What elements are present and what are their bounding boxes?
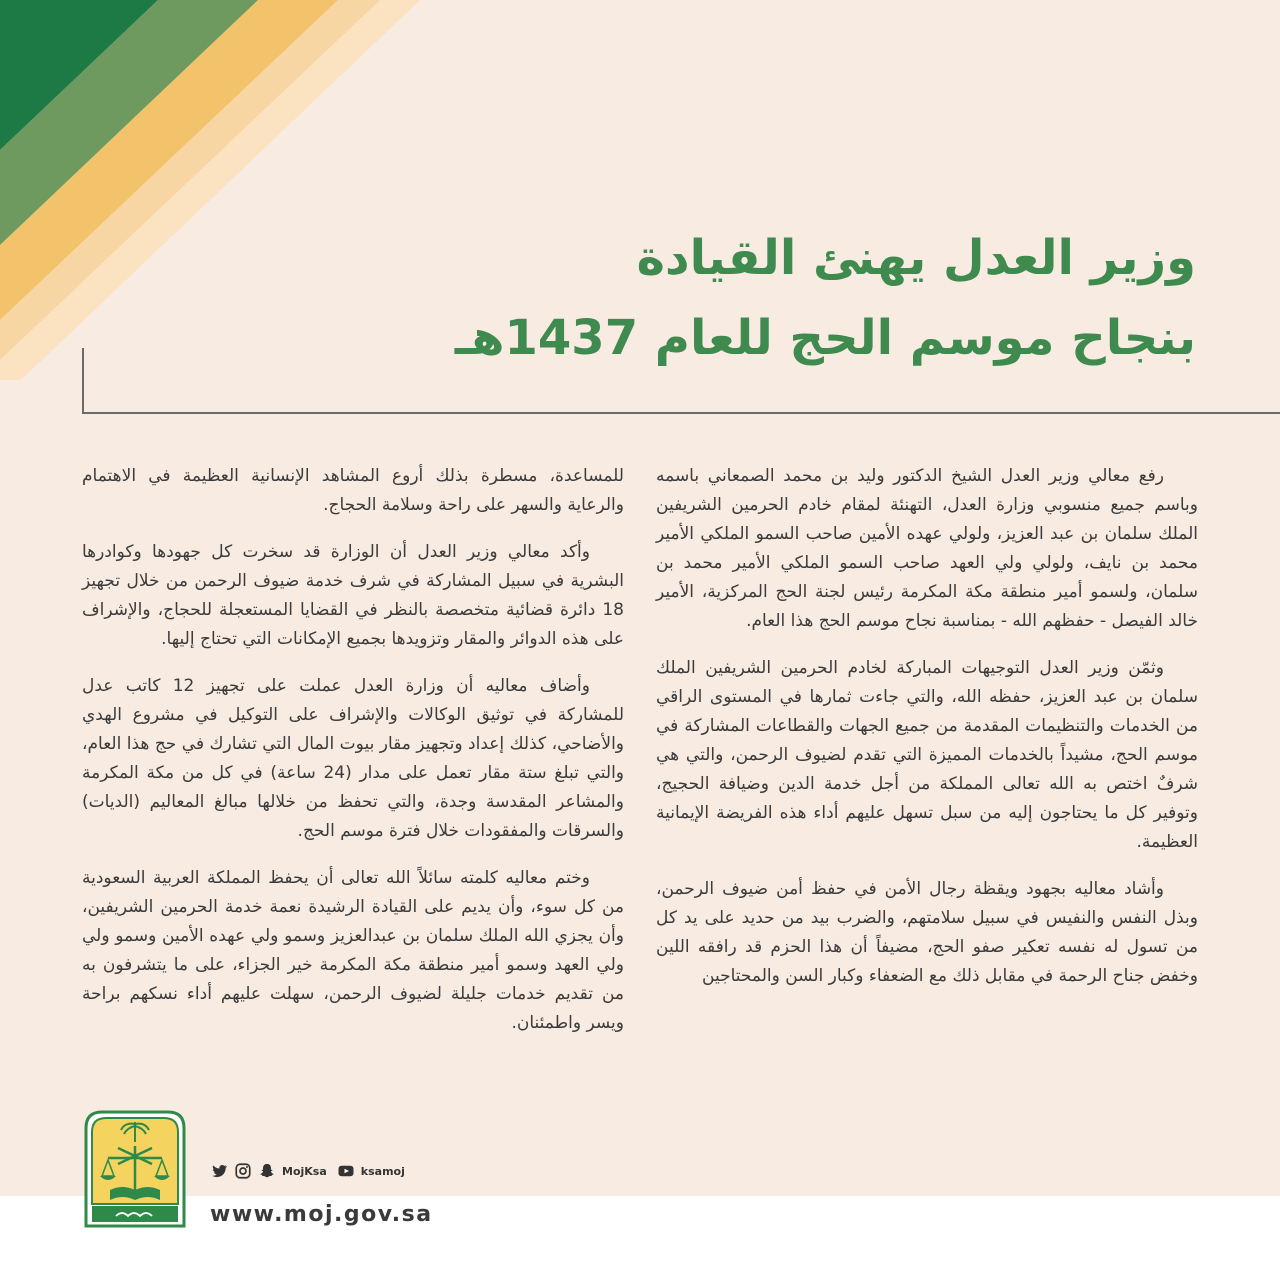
youtube-icon[interactable] (337, 1162, 355, 1180)
title-divider-horizontal (82, 412, 1280, 414)
paragraph-5: وأكد معالي وزير العدل أن الوزارة قد سخرت كل جهودها وكوادرها البشرية في سبيل المشاركة في شرف خدمة ضيوف الرحمن من خلال تجهيز 18 دائرة قضائية متخصصة بالنظر في القضايا المستعجلة للحجاج، والإشراف على هذه الدوائر والمقار وتزويدها بجميع الإمكانات التي تحتاج إليها. (82, 542, 624, 649)
paragraph-3: وأشاد معاليه بجهود ويقظة رجال الأمن في حفظ أمن ضيوف الرحمن، وبذل النفس والنفيس في سبيل سلامتهم، والضرب بيد من حديد على يد كل من تسول له نفسه تعكير صفو الحج، مضيفاً أن هذا الحزم قد رافقه اللين وخفض جناح الرحمة في مقابل ذلك مع الضعفاء وكبار السن والمحتاجين (656, 879, 1198, 986)
headline (396, 218, 1196, 378)
paragraph-2: وثمّن وزير العدل التوجيهات المباركة لخادم الحرمين الشريفين الملك سلمان بن عبد العزيز، حفظه الله، والتي جاءت ثمارها في المستوى الراقي من الخدمات والتنظيمات المقدمة من جميع الجهات والقطاعات المشاركة في موسم الحج، مشيداً بالخدمات المميزة التي تقدم لضيوف الرحمن، والتي هي شرفٌ اختص به الله تعالى المملكة من أجل خدمة الدين وضيافة الحجيج، وتوفير كل ما يحتاجون إليه من سبل تسهل عليهم أداء هذه الفريضة الإيمانية العظيمة. (656, 658, 1198, 852)
article-column-left (82, 462, 624, 1056)
headline-line-1: وزير العدل يهنئ القيادة (636, 230, 1196, 286)
paragraph-7: وختم معاليه كلمته سائلاً الله تعالى أن يحفظ المملكة العربية السعودية من كل سوء، وأن يديم على القيادة الرشيدة نعمة خدمة الحرمين الشريفين، وأن يجزي الله الملك سلمان بن عبدالعزيز وسمو ولي عهده الأمين وسمو ولي ولي العهد وسمو أمير منطقة مكة المكرمة خير الجزاء، على ما يتشرفون به من تقديم خدمات جليلة لضيوف الرحمن، سهلت عليهم أداء نسكهم براحة ويسر واطمئنان. (82, 868, 624, 1033)
social-handles-row (210, 1162, 405, 1180)
title-divider-vertical (82, 348, 84, 414)
ministry-of-justice-logo (82, 1108, 188, 1230)
footer-band (0, 1196, 1280, 1280)
paragraph-4-continued: للمساعدة، مسطرة بذلك أروع المشاهد الإنسانية العظيمة في الاهتمام والرعاية والسهر على راحة وسلامة الحجاج. (82, 466, 624, 515)
video-handle[interactable]: ksamoj (360, 1164, 405, 1178)
instagram-icon[interactable] (234, 1162, 252, 1180)
primary-handle[interactable]: MojKsa (282, 1164, 327, 1178)
website-url[interactable]: www.moj.gov.sa (210, 1202, 433, 1227)
snapchat-icon[interactable] (258, 1162, 276, 1180)
headline-line-2: بنجاح موسم الحج للعام 1437هـ (454, 310, 1196, 366)
paragraph-6: وأضاف معاليه أن وزارة العدل عملت على تجهيز 12 كاتب عدل للمشاركة في توثيق الوكالات والإشراف على التوكيل في مشروع الهدي والأضاحي، كذلك إعداد وتجهيز مقار بيوت المال التي تشارك في حج هذا العام، والتي تبلغ ستة مقار تعمل على مدار (24 ساعة) في كل من مكة المكرمة والمشاعر المقدسة وجدة، والتي تحفظ من خلالها مبالغ المعاليم (الديات) والسرقات والمفقودات خلال فترة موسم الحج. (82, 676, 625, 841)
twitter-icon[interactable] (210, 1162, 228, 1180)
article-column-right (656, 462, 1198, 1009)
paragraph-1: رفع معالي وزير العدل الشيخ الدكتور وليد بن محمد الصمعاني باسمه وباسم جميع منسوبي وزارة العدل، التهنئة لمقام خادم الحرمين الشريفين الملك سلمان بن عبد العزيز، ولولي عهده الأمين صاحب السمو الملكي الأمير محمد بن نايف، ولولي ولي العهد صاحب السمو الملكي الأمير محمد بن سلمان، ولسمو أمير منطقة مكة المكرمة رئيس لجنة الحج المركزية، الأمير خالد الفيصل - حفظهم الله - بمناسبة نجاح موسم الحج هذا العام. (656, 466, 1198, 631)
corner-stripes-decoration (0, 0, 420, 380)
